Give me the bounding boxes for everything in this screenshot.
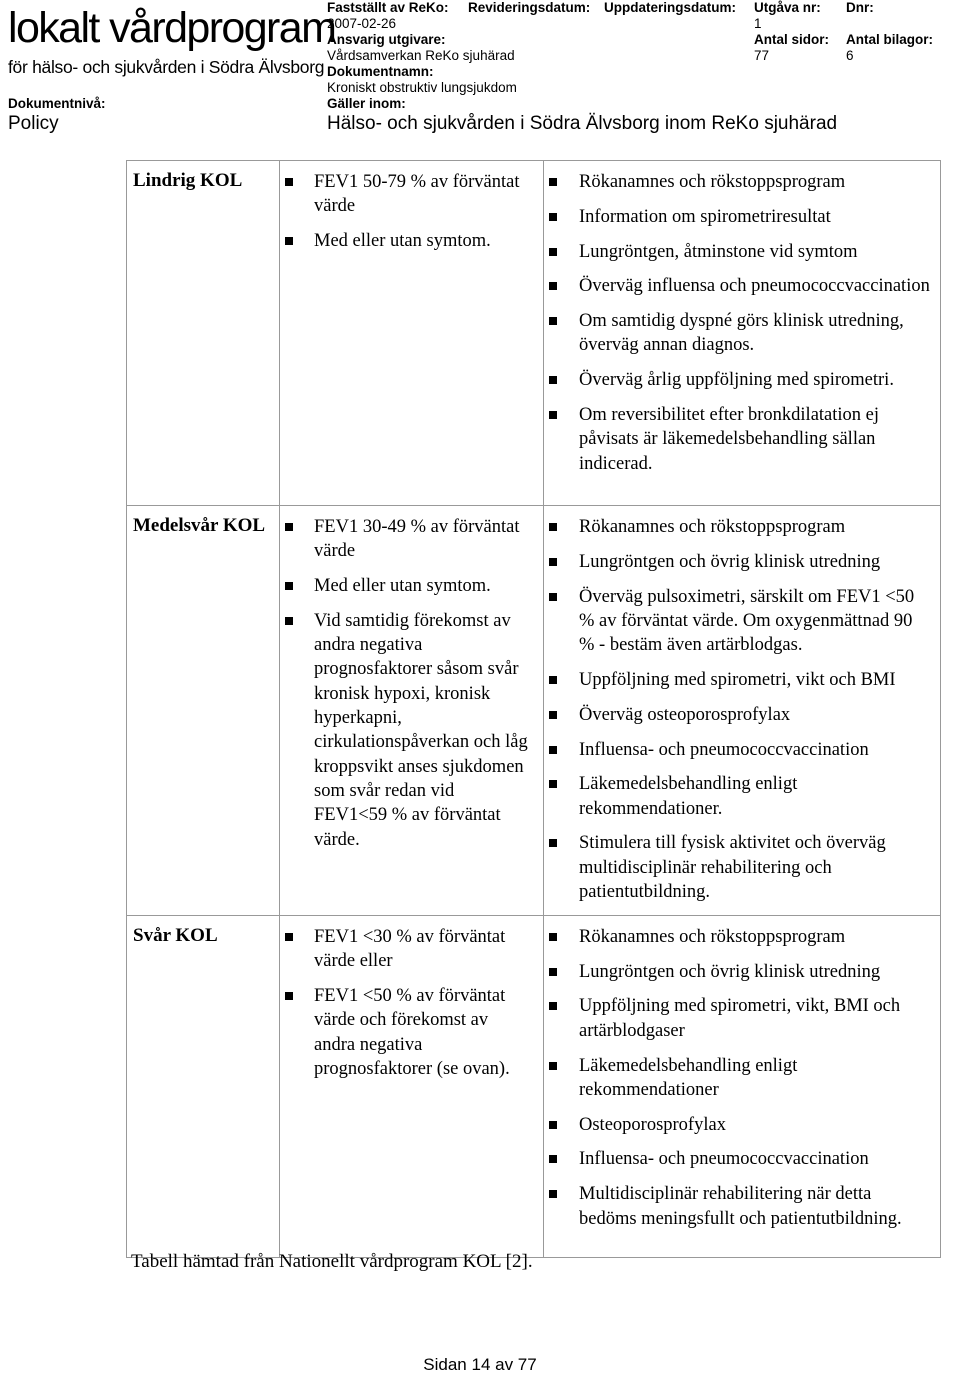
bullet-icon [285,617,293,625]
bullet-icon [549,178,557,186]
table-row [127,506,941,916]
criteria-text: FEV1 30-49 % av förväntat värde [314,517,520,562]
established-value: 2007-02-26 [327,16,397,31]
list-item [575,515,932,539]
list-item [575,550,932,574]
publisher-value: Vårdsamverkan ReKo sjuhärad [327,48,515,63]
action-text: Multidisciplinär rehabilitering när detta bedöms meningsfullt och patientutbildning. [579,1184,902,1229]
action-cell [544,915,941,1257]
doc-level-label: Dokumentnivå: [8,96,106,111]
bullet-icon [285,523,293,531]
dnr-label: Dnr: [846,0,874,15]
kol-severity-table [126,160,941,1258]
bullet-icon [285,933,293,941]
action-text: Lungröntgen och övrig klinisk utredning [579,961,881,982]
action-text: Överväg årlig uppföljning med spirometri. [579,370,894,391]
table-caption: Tabell hämtad från Nationellt vårdprogram KOL [2]. [131,1251,533,1272]
pages-value: 77 [754,48,770,63]
bullet-icon [549,1121,557,1129]
list-item [575,170,932,194]
action-text: Rökanamnes och rökstoppsprogram [579,926,846,947]
table-row [127,161,941,506]
list-item [575,1182,932,1231]
bullet-icon [549,317,557,325]
bullet-icon [549,711,557,719]
bullet-icon [285,582,293,590]
action-text: Information om spirometriresultat [579,206,831,227]
criteria-text: Vid samtidig förekomst av andra negativa prognosfaktorer såsom svår kronisk hypoxi, kronisk hyperkapni, cirkulationspåverkan och låg kroppsvikt anses sjukdomen som svår redan vid FEV1<59 % av förväntat värde. [314,610,528,850]
list-item [311,229,531,253]
list-item [575,368,932,392]
action-text: Överväg osteoporosprofylax [579,704,791,725]
criteria-text: FEV1 <30 % av förväntat värde eller [314,926,506,972]
doc-level-value: Policy [8,113,59,134]
criteria-cell [280,161,544,506]
action-list [544,161,940,476]
list-item [311,925,531,974]
list-item [575,240,932,264]
list-item [575,668,932,692]
page-footer: Sidan 14 av 77 [423,1355,537,1374]
action-text: Överväg influensa och pneumococcvaccination [579,276,930,297]
attachments-label: Antal bilagor: [846,32,933,47]
scope-value: Hälso- och sjukvården i Södra Älvsborg inom ReKo sjuhärad [327,113,838,134]
criteria-text: Med eller utan symtom. [314,231,491,252]
brand-subtitle: för hälso- och sjukvården i Södra Älvsborg [8,57,325,77]
established-label: Fastställt av ReKo: [327,0,449,15]
action-text: Influensa- och pneumococcvaccination [579,1149,869,1170]
list-item [575,585,932,658]
list-item [575,1054,932,1103]
criteria-list [280,161,543,253]
bullet-icon [549,933,557,941]
bullet-icon [549,593,557,601]
list-item [575,703,932,727]
criteria-text: FEV1 <50 % av förväntat värde och förekomst av andra negativa prognosfaktorer (se ovan). [314,985,510,1079]
list-item [311,170,531,219]
bullet-icon [549,1190,557,1198]
bullet-icon [549,1062,557,1070]
document-header [0,0,960,140]
bullet-icon [549,839,557,847]
bullet-icon [549,968,557,976]
edition-label: Utgåva nr: [754,0,821,15]
list-item [575,274,932,298]
action-text: Överväg pulsoximetri, särskilt om FEV1 <50 % av förväntat värde. Om oxygenmättnad 90 % - bestäm även artärblodgas. [579,586,915,656]
action-list [544,506,940,904]
action-text: Om reversibilitet efter bronkdilatation ej påvisats är läkemedelsbehandling sällan indicerad. [579,405,880,474]
scope-label: Gäller inom: [327,96,406,111]
list-item [575,1113,932,1137]
action-text: Om samtidig dyspné görs klinisk utredning, överväg annan diagnos. [579,311,904,356]
criteria-list [280,506,543,852]
bullet-icon [549,248,557,256]
criteria-cell [280,915,544,1257]
action-cell [544,506,941,916]
criteria-cell [280,506,544,916]
attachments-value: 6 [846,48,854,63]
criteria-list [280,916,543,1081]
action-text: Läkemedelsbehandling enligt rekommendationer. [579,774,798,819]
pages-label: Antal sidor: [754,32,830,47]
severity-cell: Medelsvår KOL [127,506,280,916]
list-item [311,574,531,598]
bullet-icon [549,558,557,566]
list-item [575,1147,932,1171]
severity-cell: Lindrig KOL [127,161,280,506]
bullet-icon [549,746,557,754]
list-item [311,515,531,564]
action-text: Rökanamnes och rökstoppsprogram [579,517,846,537]
list-item [575,309,932,358]
brand-title: lokalt vårdprogram [8,4,336,52]
action-text: Uppföljning med spirometri, vikt, BMI och artärblodgaser [579,996,901,1041]
table-row [127,915,941,1257]
list-item [575,960,932,984]
action-text: Influensa- och pneumococcvaccination [579,739,869,760]
list-item [575,994,932,1043]
bullet-icon [549,376,557,384]
update-label: Uppdateringsdatum: [604,0,737,15]
edition-value: 1 [754,16,762,31]
bullet-icon [549,411,557,419]
publisher-label: Ansvarig utgivare: [327,32,446,47]
bullet-icon [549,282,557,290]
list-item [575,831,932,904]
bullet-icon [549,780,557,788]
severity-cell: Svår KOL [127,915,280,1257]
action-text: Uppföljning med spirometri, vikt och BMI [579,669,896,690]
docname-label: Dokumentnamn: [327,64,434,79]
docname-value: Kroniskt obstruktiv lungsjukdom [327,80,517,95]
list-item [311,984,531,1081]
bullet-icon [549,213,557,221]
revision-label: Revideringsdatum: [468,0,591,15]
bullet-icon [549,523,557,531]
bullet-icon [549,1002,557,1010]
action-cell [544,161,941,506]
action-text: Lungröntgen och övrig klinisk utredning [579,551,881,572]
bullet-icon [285,237,293,245]
action-text: Osteoporosprofylax [579,1114,726,1135]
list-item [575,403,932,476]
list-item [575,925,932,949]
action-list [544,916,940,1231]
action-text: Stimulera till fysisk aktivitet och överväg multidisciplinär rehabilitering och patientutbildning. [579,833,886,903]
bullet-icon [285,178,293,186]
action-text: Läkemedelsbehandling enligt rekommendationer [579,1055,798,1100]
list-item [575,205,932,229]
list-item [311,609,531,852]
criteria-text: FEV1 50-79 % av förväntat värde [314,172,520,217]
action-text: Rökanamnes och rökstoppsprogram [579,172,846,192]
list-item [575,772,932,821]
list-item [575,738,932,762]
criteria-text: Med eller utan symtom. [314,576,491,597]
bullet-icon [549,1155,557,1163]
bullet-icon [549,676,557,684]
bullet-icon [285,992,293,1000]
action-text: Lungröntgen, åtminstone vid symtom [579,241,858,262]
